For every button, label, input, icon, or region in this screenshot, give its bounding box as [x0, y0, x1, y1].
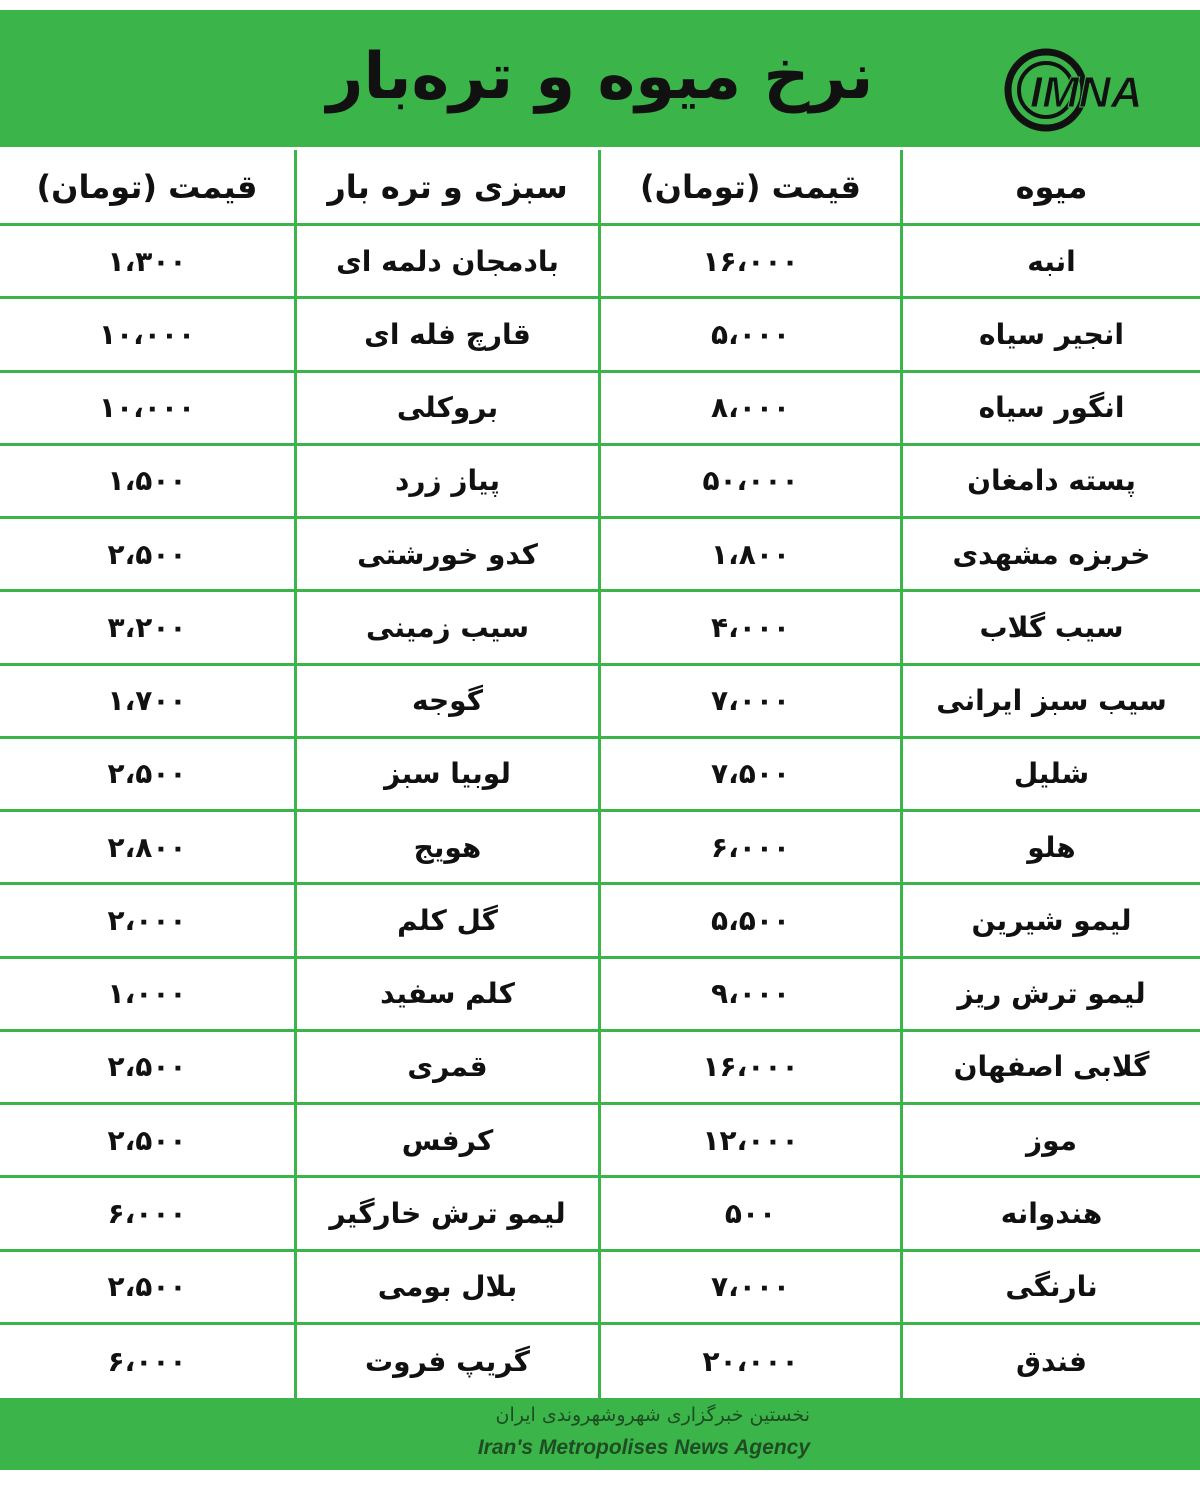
vegetable-price: ۱۰،۰۰۰ [0, 299, 297, 369]
column-header-vegetable: سبزی و تره بار [297, 150, 601, 223]
fruit-name: لیمو شیرین [971, 903, 1132, 937]
fruit-name: فندق [1016, 1344, 1087, 1378]
fruit-price: ۱۶،۰۰۰ [601, 226, 903, 296]
fruit-price: ۵۰،۰۰۰ [601, 446, 903, 516]
table-row [0, 519, 1200, 592]
vegetable-name: سیب زمینی [297, 592, 601, 662]
vegetable-price: ۱،۷۰۰ [0, 666, 297, 736]
fruit-price: ۴،۰۰۰ [601, 592, 903, 662]
table-row [0, 226, 1200, 299]
fruit-price: ۷،۵۰۰ [601, 739, 903, 809]
vegetable-name: کدو خورشتی [297, 519, 601, 589]
fruit-name: هلو [1027, 830, 1076, 864]
fruit-name: سیب سبز ایرانی [936, 684, 1167, 718]
vegetable-name: بروکلی [297, 373, 601, 443]
vegetable-name: لیمو ترش خارگیر [297, 1178, 601, 1248]
column-header-fruit: میوه [1015, 167, 1088, 206]
fruit-price: ۸،۰۰۰ [601, 373, 903, 443]
vegetable-price: ۳،۲۰۰ [0, 592, 297, 662]
table-row [0, 959, 1200, 1032]
table-row [0, 1032, 1200, 1105]
table-row [0, 1105, 1200, 1178]
table-header-row [0, 150, 1200, 226]
column-header-fruit-price: قیمت (تومان) [601, 150, 903, 223]
vegetable-price: ۲،۵۰۰ [0, 739, 297, 809]
footer-english-tagline: Iran's Metropolises News Agency [477, 1436, 810, 1459]
vegetable-name: کلم سفید [297, 959, 601, 1029]
fruit-name: سیب گلاب [979, 610, 1124, 644]
table-row [0, 885, 1200, 958]
fruit-name: شلیل [1013, 757, 1090, 791]
vegetable-price: ۲،۰۰۰ [0, 885, 297, 955]
fruit-price: ۷،۰۰۰ [601, 666, 903, 736]
imna-logo-text: IMNA [1030, 68, 1143, 117]
fruit-name: انبه [1027, 244, 1076, 278]
fruit-name: لیمو ترش ریز [957, 977, 1146, 1011]
fruit-price: ۵،۰۰۰ [601, 299, 903, 369]
fruit-price: ۲۰،۰۰۰ [601, 1325, 903, 1398]
fruit-price: ۶،۰۰۰ [601, 812, 903, 882]
fruit-name: نارنگی [1005, 1270, 1098, 1304]
fruit-name: هندوانه [1000, 1196, 1103, 1230]
fruit-price: ۱۲،۰۰۰ [601, 1105, 903, 1175]
imna-logo-icon [1002, 40, 1194, 140]
vegetable-name: بلال بومی [297, 1252, 601, 1322]
fruit-price: ۹،۰۰۰ [601, 959, 903, 1029]
table-row [0, 1252, 1200, 1325]
column-header-vegetable-price: قیمت (تومان) [0, 150, 297, 223]
fruit-name: گلابی اصفهان [953, 1050, 1150, 1084]
price-table [0, 150, 1200, 1398]
vegetable-name: پیاز زرد [297, 446, 601, 516]
table-row [0, 446, 1200, 519]
vegetable-name: گریپ فروت [297, 1325, 601, 1398]
fruit-name: موز [1026, 1123, 1078, 1157]
fruit-price: ۵۰۰ [601, 1178, 903, 1248]
vegetable-name: گوجه [297, 666, 601, 736]
page-title: نرخ میوه و تره‌بار [326, 40, 874, 114]
fruit-name: پسته دامغان [967, 464, 1136, 498]
fruit-price: ۱،۸۰۰ [601, 519, 903, 589]
vegetable-price: ۲،۵۰۰ [0, 519, 297, 589]
fruit-name: خربزه مشهدی [952, 537, 1151, 571]
vegetable-name: لوبیا سبز [297, 739, 601, 809]
fruit-name: انگور سیاه [978, 391, 1125, 425]
vegetable-price: ۶،۰۰۰ [0, 1325, 297, 1398]
vegetable-price: ۲،۸۰۰ [0, 812, 297, 882]
table-row [0, 592, 1200, 665]
table-row [0, 666, 1200, 739]
fruit-price: ۱۶،۰۰۰ [601, 1032, 903, 1102]
fruit-price: ۵،۵۰۰ [601, 885, 903, 955]
footer-banner [0, 1398, 1200, 1470]
vegetable-price: ۲،۵۰۰ [0, 1252, 297, 1322]
table-row [0, 739, 1200, 812]
table-row [0, 373, 1200, 446]
vegetable-price: ۱،۰۰۰ [0, 959, 297, 1029]
vegetable-name: هویج [297, 812, 601, 882]
vegetable-name: قمری [297, 1032, 601, 1102]
vegetable-price: ۱،۳۰۰ [0, 226, 297, 296]
vegetable-name: کرفس [297, 1105, 601, 1175]
vegetable-price: ۲،۵۰۰ [0, 1032, 297, 1102]
footer-persian-tagline: نخستین خبرگزاری شهروشهروندی ایران [495, 1404, 810, 1426]
fruit-name: انجیر سیاه [979, 317, 1124, 351]
table-row [0, 1325, 1200, 1398]
vegetable-name: گل کلم [297, 885, 601, 955]
table-row [0, 299, 1200, 372]
vegetable-price: ۶،۰۰۰ [0, 1178, 297, 1248]
header-banner [0, 10, 1200, 147]
vegetable-price: ۱۰،۰۰۰ [0, 373, 297, 443]
fruit-price: ۷،۰۰۰ [601, 1252, 903, 1322]
vegetable-price: ۱،۵۰۰ [0, 446, 297, 516]
vegetable-price: ۲،۵۰۰ [0, 1105, 297, 1175]
table-row [0, 1178, 1200, 1251]
table-row [0, 812, 1200, 885]
vegetable-name: بادمجان دلمه ای [297, 226, 601, 296]
vegetable-name: قارچ فله ای [297, 299, 601, 369]
